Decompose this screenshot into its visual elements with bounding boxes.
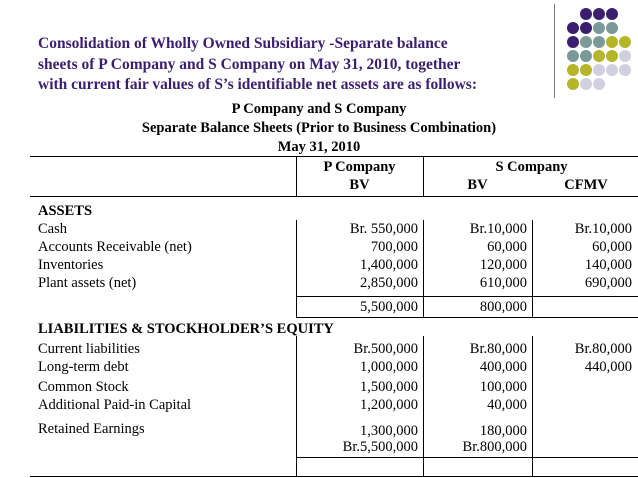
cell-p-bv: 1,000,000 [360,359,418,375]
asset-total-rule-bottom [296,317,638,318]
row-label: Additional Paid-in Capital [38,397,192,413]
decorative-dot [580,50,592,62]
decorative-dot [580,64,592,76]
decorative-dot [593,8,605,20]
decorative-dot [606,22,618,34]
cell-p-bv: Br. 550,000 [349,221,418,237]
cell-p-bv: Br.500,000 [353,341,418,357]
cell-s-bv: 60,000 [487,239,527,255]
decorative-dot [567,78,579,90]
decorative-dot [580,36,592,48]
decorative-dot [619,64,631,76]
cell-s-bv: 180,000 [479,423,527,439]
decorative-dot [593,50,605,62]
decorative-dot [606,8,618,20]
row-label: Long-term debt [38,359,129,375]
decorative-dot [567,36,579,48]
cell-s-bv: 40,000 [487,397,527,413]
col-header-s-bv: BV [467,177,488,193]
table-top-rule [30,156,638,157]
cell-p-bv: 1,400,000 [360,257,418,273]
cell-s-cfmv: 60,000 [592,239,632,255]
decorative-dot [593,64,605,76]
slide-heading [38,34,578,96]
col-header-p-company: P Company [323,159,396,175]
cell-p-bv: 1,500,000 [360,379,418,395]
assets-heading: ASSETS [38,203,93,219]
row-label: Inventories [38,257,104,273]
asset-total-rule-top [296,296,638,297]
decorative-dot [606,64,618,76]
cell-s-cfmv: Br.80,000 [574,341,632,357]
table-subtitle: Separate Balance Sheets (Prior to Business Combination) [141,120,497,136]
table-bottom-rule [30,476,638,477]
cell-s-cfmv: 140,000 [584,257,632,273]
cell-s-bv: 610,000 [479,275,527,291]
cell-p-bv: 1,200,000 [360,397,418,413]
decorative-dot [580,22,592,34]
row-label: Accounts Receivable (net) [38,239,192,255]
assets-total-p: 5,500,000 [360,299,418,315]
heading-line: Consolidation of Wholly Owned Subsidiary -Separate balance [38,35,448,52]
heading-line: sheets of P Company and S Company on May 31, 2010, together [38,55,461,73]
row-label: Retained Earnings [38,421,145,437]
decorative-dot [567,64,579,76]
heading-line: with current fair values of S’s identifiable net assets are as follows: [38,76,477,93]
assets-total-s: 800,000 [479,299,527,315]
cell-p-bv: 700,000 [370,239,418,255]
cell-s-bv: 400,000 [479,359,527,375]
table-title: P Company and S Company [231,101,407,117]
cell-s-cfmv: 690,000 [584,275,632,291]
decorative-dot-grid [567,8,633,94]
cell-s-cfmv: 440,000 [584,359,632,375]
decorative-dot [593,36,605,48]
col-header-p-bv: BV [349,177,370,193]
decorative-dot [606,36,618,48]
decorative-dot [606,50,618,62]
decorative-dot [593,22,605,34]
row-label: Current liabilities [38,341,140,357]
decorative-dot [567,50,579,62]
liab-total-rule [296,457,638,458]
cell-s-cfmv: Br.10,000 [574,221,632,237]
col-header-s-cfmv: CFMV [564,177,608,193]
row-label: Plant assets (net) [38,275,137,291]
table-date: May 31, 2010 [277,139,361,155]
cell-s-bv: Br.10,000 [469,221,527,237]
decorative-divider [554,4,555,98]
header-rule [30,196,638,197]
decorative-dot [619,36,631,48]
cell-s-bv: 120,000 [479,257,527,273]
decorative-dot [567,22,579,34]
decorative-dot [619,50,631,62]
cell-s-bv: Br.80,000 [469,341,527,357]
cell-p-bv: 1,300,000 [360,423,418,439]
cell-s-bv: 100,000 [479,379,527,395]
col-header-s-company: S Company [495,159,568,175]
liabilities-heading: LIABILITIES & STOCKHOLDER’S EQUITY [38,321,334,337]
row-label: Cash [38,221,67,237]
liab-total-s: Br.800,000 [462,439,527,455]
cell-p-bv: 2,850,000 [360,275,418,291]
row-label: Common Stock [38,379,129,395]
decorative-dot [593,78,605,90]
liab-total-p: Br.5,500,000 [342,439,418,455]
decorative-dot [580,78,592,90]
decorative-dot [580,8,592,20]
